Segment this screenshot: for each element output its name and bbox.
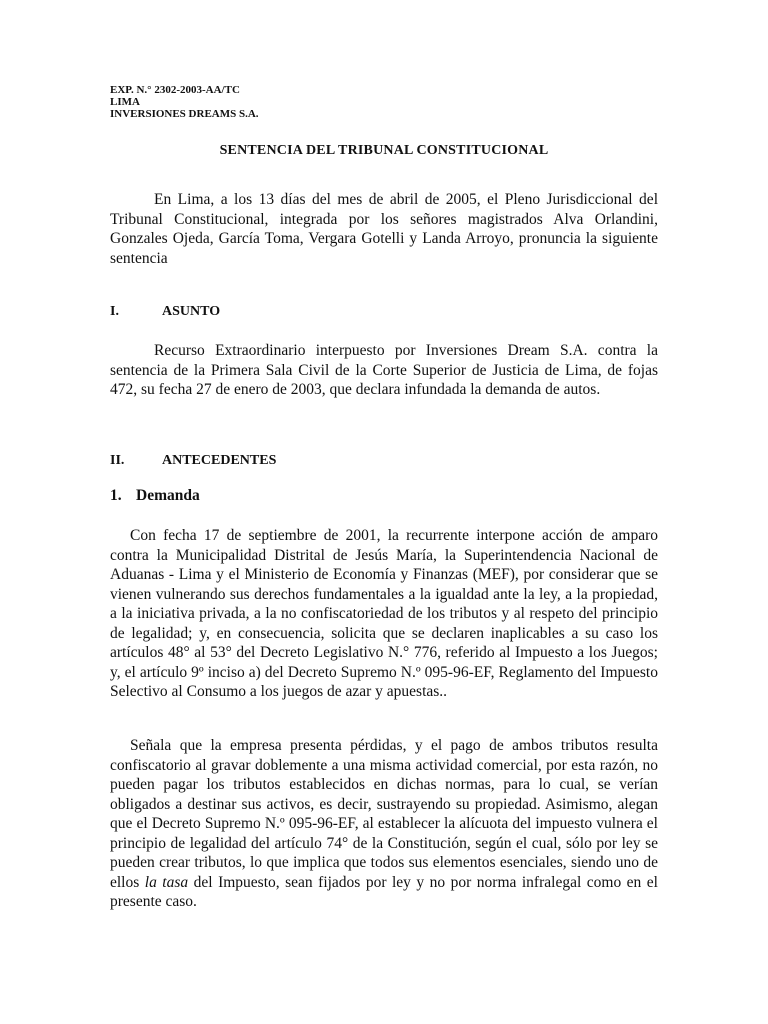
subsection-demanda-heading (110, 487, 200, 505)
case-city: LIMA (110, 96, 140, 108)
case-header (110, 84, 259, 120)
section-title: ASUNTO (162, 304, 221, 319)
subsection-title: Demanda (136, 487, 200, 504)
paragraph-text: Señala que la empresa presenta pérdidas, y el pago de ambos tributos resulta confiscatorio al gravar doblemente a una misma actividad comercial, por esta razón, no pueden pagar los tributos establecidos en dichas normas, para lo cual, se verían obligados a destinar sus activos, es decir, sustrayendo su propiedad. Asimismo, alegan que el Decreto Supremo N.º 095-96-EF, al establecer la alícuota del impuesto vulnera el principio de legalidad del artículo 74° de la Constitución, según el cual, sólo por ley se pueden crear tributos, lo que implica que todos sus elementos esenciales, siendo uno de ellos (110, 737, 658, 891)
italic-term: la tasa (144, 873, 189, 891)
case-number: EXP. N.° 2302-2003-AA/TC (110, 84, 240, 96)
section-antecedentes-heading (110, 453, 276, 469)
section-number: I. (110, 304, 119, 319)
demanda-paragraph-2 (110, 736, 658, 912)
case-party: INVERSIONES DREAMS S.A. (110, 108, 259, 120)
document-title: SENTENCIA DEL TRIBUNAL CONSTITUCIONAL (219, 143, 549, 158)
demanda-paragraph-1: Con fecha 17 de septiembre de 2001, la recurrente interpone acción de amparo contra la Municipalidad Distrital de Jesús María, la Superintendencia Nacional de Aduanas - Lima y el Ministerio de Economía y Finanzas (MEF), por considerar que se vienen vulnerando sus derechos fundamentales a la igualdad ante la ley, a la propiedad, a la iniciativa privada, a la no confiscatoriedad de los tributos y al respeto del principio de legalidad; y, en consecuencia, solicita que se declaren inaplicables a su caso los artículos 48° al 53° del Decreto Legislativo N.° 776, referido al Impuesto a los Juegos; y, el artículo 9º inciso a) del Decreto Supremo N.º 095-96-EF, Reglamento del Impuesto Selectivo al Consumo a los juegos de azar y apuestas.. (110, 527, 658, 700)
intro-paragraph: En Lima, a los 13 días del mes de abril de 2005, el Pleno Jurisdiccional del Tribunal Constitucional, integrada por los señores magistrados Alva Orlandini, Gonzales Ojeda, García Toma, Vergara Gotelli y Landa Arroyo, pronuncia la siguiente sentencia (110, 191, 658, 267)
section-asunto-heading (110, 304, 220, 320)
subsection-number: 1. (110, 487, 122, 504)
section-number: II. (110, 453, 125, 468)
paragraph-text: del Impuesto, sean fijados por ley y no por norma infralegal como en el presente caso. (110, 873, 658, 910)
asunto-paragraph: Recurso Extraordinario interpuesto por Inversiones Dream S.A. contra la sentencia de la Primera Sala Civil de la Corte Superior de Justicia de Lima, de fojas 472, su fecha 27 de enero de 2003, que declara infundada la demanda de autos. (110, 342, 658, 398)
section-title: ANTECEDENTES (162, 453, 277, 468)
